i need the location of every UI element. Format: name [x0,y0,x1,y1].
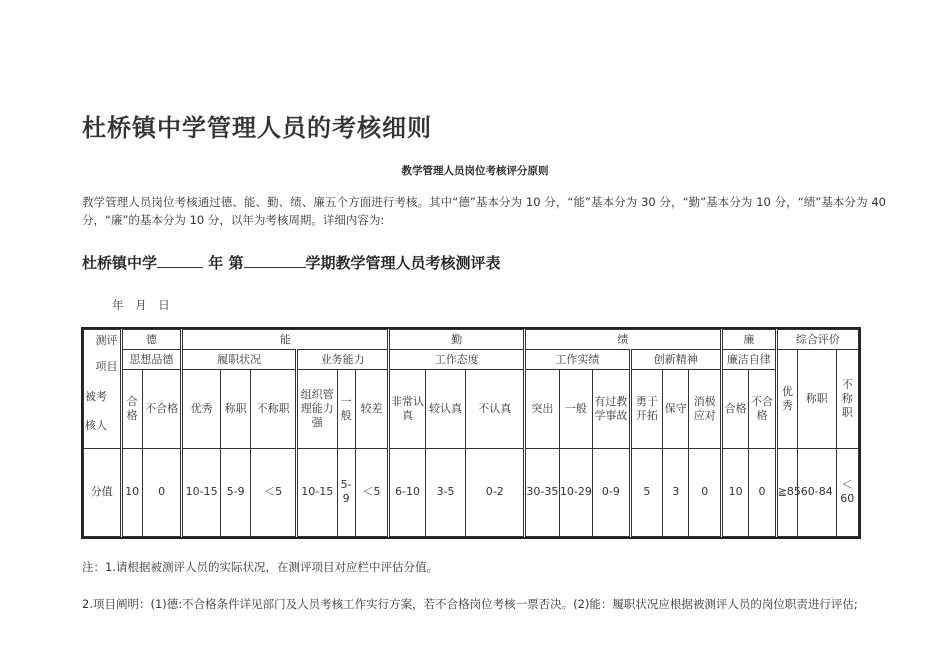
score-cell: 0 [749,448,776,536]
score-cell: 3 [663,448,689,536]
table-row [84,330,859,350]
score-cell: 0-2 [466,448,525,536]
category-ji: 绩 [525,330,722,350]
item-attitude-not-serious: 不认真 [466,370,525,448]
note-line-2: 2.项目阐明：(1)德:不合格条件详见部门及人员考核工作实行方案，若不合格岗位考核一票否决。(2)能：履职状况应根据被测评人员的岗位职责进行评估; [82,597,858,611]
item-duty-excellent: 优秀 [182,370,221,448]
table-row [84,350,859,370]
item-innovation-pioneering: 勇于开拓 [630,370,662,448]
corner-label-middle: 项目 [95,360,118,373]
item-performance-accident: 有过教学事故 [593,370,631,448]
category-de: 德 [121,330,182,350]
term-blank[interactable] [244,253,306,268]
item-ability-average: 一般 [337,370,355,448]
score-cell: 10-15 [182,448,221,536]
note-line-1: 注：1.请根据被测评人员的实际状况，在测评项目对应栏中评估分值。 [82,560,438,574]
category-lian: 廉 [721,330,776,350]
date-line: 年 月 日 [112,298,170,312]
form-title-year: 年 [208,254,224,272]
item-overall-excellent: 优秀 [776,350,797,448]
score-cell: 10 [121,448,142,536]
score-cell: ＜5 [251,448,297,536]
subcategory-innovation: 创新精神 [630,350,721,370]
item-attitude-serious: 较认真 [425,370,466,448]
corner-cell [84,330,122,449]
table-row [84,448,859,536]
score-cell: 60-84 [797,448,836,536]
item-performance-outstanding: 突出 [525,370,559,448]
score-cell: ≧85 [776,448,797,536]
table-row [84,370,859,448]
score-cell: ＜60 [836,448,858,536]
score-cell: 10-29 [559,448,592,536]
page-subtitle: 教学管理人员岗位考核评分原则 [401,165,549,177]
score-cell: 5-9 [337,448,355,536]
item-duty-competent: 称职 [220,370,250,448]
item-integrity-fail: 不合格 [749,370,776,448]
score-cell: 6-10 [389,448,426,536]
score-cell: 5 [630,448,662,536]
subcategory-ability: 业务能力 [296,350,388,370]
score-cell: 30-35 [525,448,559,536]
subcategory-attitude: 工作态度 [389,350,525,370]
item-attitude-very-serious: 非常认真 [389,370,426,448]
subcategory-morality: 思想品德 [121,350,182,370]
form-title-term-prefix: 第 [228,254,244,272]
score-label: 分值 [84,448,122,536]
year-blank[interactable] [157,253,203,268]
subcategory-performance: 工作实绩 [525,350,630,370]
form-title [82,252,501,273]
item-performance-average: 一般 [559,370,592,448]
item-duty-incompetent: 不称职 [251,370,297,448]
item-overall-competent: 称职 [797,350,836,448]
score-cell: 10-15 [296,448,337,536]
score-cell: 0-9 [593,448,631,536]
form-title-term-suffix: 学期教学管理人员考核测评表 [305,254,501,272]
score-table-frame [81,327,861,539]
score-cell: 0 [689,448,721,536]
item-integrity-pass: 合格 [721,370,748,448]
subcategory-integrity: 廉洁自律 [721,350,776,370]
score-cell: 3-5 [425,448,466,536]
form-title-school: 杜桥镇中学 [82,254,158,272]
category-neng: 能 [182,330,389,350]
item-innovation-conservative: 保守 [663,370,689,448]
item-ability-strong: 组织管理能力强 [296,370,337,448]
corner-label-bottom: 核人 [85,419,107,432]
corner-label-top: 测评 [95,334,118,347]
item-de-fail: 不合格 [142,370,182,448]
item-innovation-passive: 消极应对 [689,370,721,448]
page-title: 杜桥镇中学管理人员的考核细则 [82,114,432,142]
score-cell: 10 [721,448,748,536]
score-cell: 5-9 [220,448,250,536]
score-cell: ＜5 [355,448,389,536]
corner-label-lower: 被考 [85,390,107,403]
item-de-pass: 合格 [121,370,142,448]
category-qin: 勤 [389,330,525,350]
item-ability-poor: 较差 [355,370,389,448]
item-overall-incompetent: 不称职 [836,350,858,448]
subcategory-duty: 履职状况 [182,350,297,370]
score-cell: 0 [142,448,182,536]
category-overall: 综合评价 [776,330,858,350]
intro-paragraph: 教学管理人员岗位考核通过德、能、勤、绩、廉五个方面进行考核。其中“德”基本分为 10 分，“能”基本分为 30 分，“勤”基本分为 10 分，“绩”基本分为 40 分，“廉”的基本分为 10 分，以年为考核周期。详细内容为: [82,195,886,227]
score-table [83,329,859,537]
